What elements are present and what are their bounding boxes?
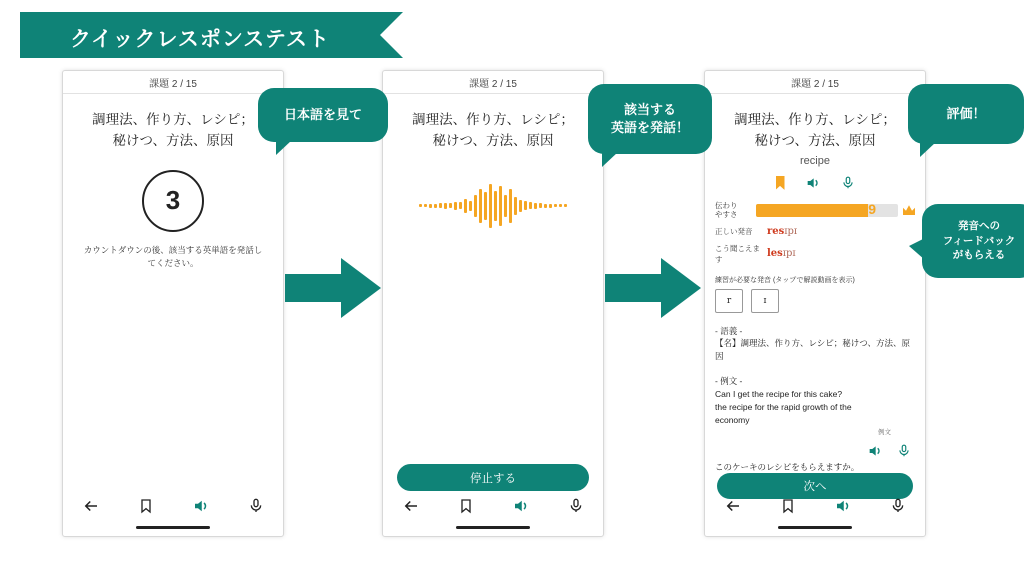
page-title: クイックレスポンステスト xyxy=(70,28,331,51)
waveform-bar xyxy=(469,201,472,211)
waveform-bar xyxy=(489,184,492,228)
ipa-correct-bold: res xyxy=(767,225,785,237)
example-tag: 例文 xyxy=(878,429,891,437)
waveform-bar xyxy=(539,203,542,208)
meaning-section xyxy=(715,325,915,363)
back-icon[interactable] xyxy=(402,497,420,515)
task-progress-header: 課題 2 / 15 xyxy=(705,71,925,94)
waveform-bar xyxy=(494,191,497,221)
phone-result xyxy=(704,70,926,537)
ipa-heard-label: こう聞こえます xyxy=(715,243,760,264)
ipa-heard-rest: ɪpɪ xyxy=(782,248,796,260)
phoneme-chip[interactable]: r xyxy=(715,289,743,313)
arrow-step-2-to-3 xyxy=(605,258,701,318)
callout-evaluation xyxy=(908,84,1024,144)
mic-icon[interactable] xyxy=(568,497,584,515)
practice-note: 練習が必要な発音 (タップで解説動画を表示) xyxy=(715,276,855,284)
phoneme-chip-list xyxy=(715,289,915,313)
waveform-bar xyxy=(509,189,512,223)
prompt-line-2: 秘けつ、方法、原因 xyxy=(432,132,554,148)
waveform-bar xyxy=(424,204,427,207)
bottom-nav xyxy=(63,493,283,519)
countdown-circle xyxy=(142,170,204,232)
waveform-bar xyxy=(519,200,522,212)
waveform-bar xyxy=(444,203,447,209)
callout-speak-english xyxy=(588,84,712,154)
score-label xyxy=(715,201,751,220)
speaker-icon[interactable] xyxy=(805,175,821,191)
waveform-bar xyxy=(564,204,567,207)
waveform-bar xyxy=(529,202,532,209)
stop-button[interactable]: 停止する xyxy=(397,464,589,491)
meaning-line-1: 【名】調理法、作り方、レシピ；秘けつ、方法、原 xyxy=(715,338,910,349)
waveform-bar xyxy=(499,186,502,226)
back-icon[interactable] xyxy=(724,497,742,515)
example-header: - 例文 - xyxy=(715,375,743,386)
ipa-heard-value xyxy=(767,248,796,259)
task-progress-header: 課題 2 / 15 xyxy=(383,71,603,94)
prompt-line-1: 調理法、作り方、レシピ； xyxy=(412,112,574,127)
example-line-2: the recipe for the rapid growth of the xyxy=(715,401,852,412)
ipa-correct-rest: ɪpɪ xyxy=(784,225,798,237)
bookmark-icon[interactable] xyxy=(458,497,474,515)
ipa-heard-bold: les xyxy=(767,248,783,260)
speaker-icon[interactable] xyxy=(512,497,530,515)
waveform-bar xyxy=(549,204,552,208)
waveform-bar xyxy=(454,202,457,210)
callout-feedback xyxy=(922,204,1024,278)
speaker-icon[interactable] xyxy=(192,497,210,515)
example-line-3: economy xyxy=(715,414,750,425)
waveform-bar xyxy=(544,204,547,208)
mic-icon[interactable] xyxy=(841,175,855,191)
word-action-icons xyxy=(705,175,925,191)
prompt-line-2: 秘けつ、方法、原因 xyxy=(112,132,234,148)
example-line-1: Can I get the recipe for this cake? xyxy=(715,388,843,399)
waveform-bar xyxy=(429,204,432,208)
waveform-bar xyxy=(514,197,517,215)
speaker-icon[interactable] xyxy=(867,443,883,459)
score-label-line-2: やすさ xyxy=(715,210,738,220)
prompt-line-1: 調理法、作り方、レシピ； xyxy=(92,112,254,127)
waveform-bar xyxy=(449,203,452,208)
back-icon[interactable] xyxy=(82,497,100,515)
waveform-bar xyxy=(434,204,437,208)
target-word: recipe xyxy=(800,154,830,167)
speaker-icon[interactable] xyxy=(834,497,852,515)
score-meter xyxy=(715,201,915,220)
score-label-line-1: 伝わり xyxy=(715,200,738,210)
instruction-text xyxy=(63,244,283,270)
title-banner xyxy=(20,12,380,58)
waveform-bar xyxy=(459,202,462,209)
waveform-bar xyxy=(479,189,482,223)
bookmark-icon[interactable] xyxy=(138,497,154,515)
bottom-nav xyxy=(705,493,925,519)
waveform-bar xyxy=(439,203,442,208)
meaning-header: - 語義 - xyxy=(715,325,743,336)
mic-icon[interactable] xyxy=(248,497,264,515)
waveform-bar xyxy=(464,199,467,213)
score-bar-fill xyxy=(756,204,868,217)
bookmark-icon[interactable] xyxy=(780,497,796,515)
next-button[interactable]: 次へ xyxy=(717,473,913,499)
callout-text: 該当する 英語を発話！ xyxy=(610,101,689,135)
prompt-text xyxy=(705,94,925,152)
example-action-icons xyxy=(705,443,911,459)
prompt-text xyxy=(63,94,283,152)
bookmark-icon[interactable] xyxy=(776,176,785,190)
prompt-line-2: 秘けつ、方法、原因 xyxy=(754,132,876,148)
waveform-bar xyxy=(474,195,477,217)
score-bar xyxy=(756,200,898,217)
phone-recording xyxy=(382,70,604,537)
home-indicator xyxy=(136,526,210,529)
ipa-heard-row xyxy=(715,243,915,265)
waveform-bar xyxy=(504,195,507,217)
ipa-correct-row xyxy=(715,226,915,237)
home-indicator xyxy=(778,526,852,529)
instruction-line-2: てください。 xyxy=(147,257,199,268)
mic-icon[interactable] xyxy=(897,443,911,459)
callout-text: 日本語を見て xyxy=(283,106,362,122)
prompt-text xyxy=(383,94,603,152)
ipa-correct-label: 正しい発音 xyxy=(715,226,753,236)
task-progress-header: 課題 2 / 15 xyxy=(63,71,283,94)
waveform-bar xyxy=(534,203,537,209)
waveform-bar xyxy=(554,204,557,207)
home-indicator xyxy=(456,526,530,529)
callout-see-japanese xyxy=(258,88,388,142)
callout-text: 発音への フィードバック がもらえる xyxy=(942,219,1016,262)
phoneme-chip[interactable]: ɪ xyxy=(751,289,779,313)
countdown-number: 3 xyxy=(165,185,181,216)
mic-icon[interactable] xyxy=(890,497,906,515)
waveform-bar xyxy=(419,204,422,207)
waveform-bar xyxy=(484,192,487,220)
ipa-correct-value xyxy=(767,226,797,237)
phone-countdown xyxy=(62,70,284,537)
instruction-line-1: カウントダウンの後、該当する英単語を発話し xyxy=(83,244,263,255)
bottom-nav xyxy=(383,493,603,519)
callout-text: 評価！ xyxy=(946,105,986,121)
waveform-bar xyxy=(524,201,527,210)
prompt-line-1: 調理法、作り方、レシピ； xyxy=(734,112,896,127)
crown-icon xyxy=(903,205,915,215)
audio-waveform xyxy=(383,178,603,234)
arrow-step-1-to-2 xyxy=(285,258,381,318)
example-translation: このケーキのレシピをもらえますか。 xyxy=(715,462,860,473)
waveform-bar xyxy=(559,204,562,207)
meaning-line-2: 因 xyxy=(715,351,724,362)
score-value: 79 xyxy=(860,200,876,217)
